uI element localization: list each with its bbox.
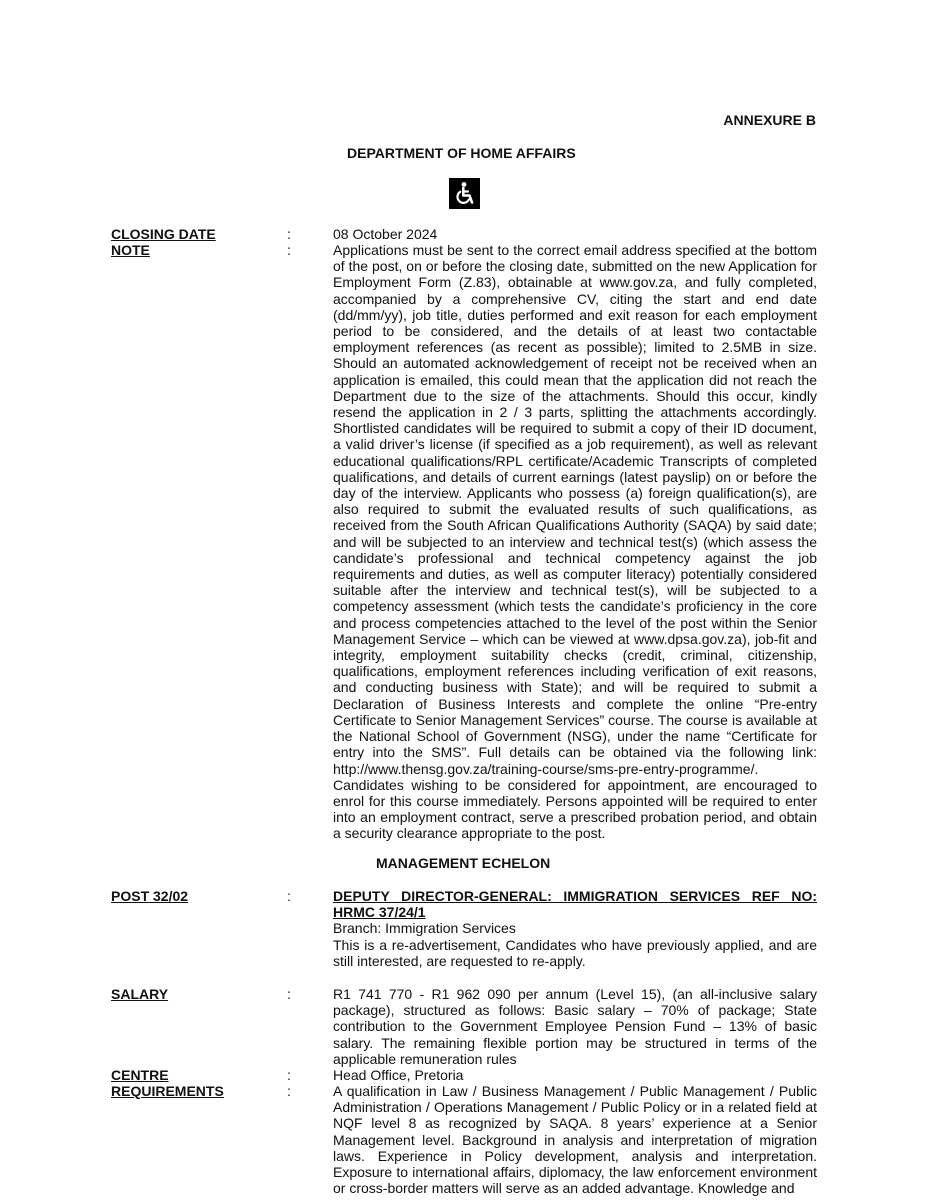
salary-colon: : xyxy=(287,986,291,1002)
post-colon: : xyxy=(287,888,291,904)
department-title: DEPARTMENT OF HOME AFFAIRS xyxy=(347,145,576,161)
closing-date-row xyxy=(111,226,817,242)
closing-date-value: 08 October 2024 xyxy=(333,226,438,242)
post-branch: Branch: Immigration Services xyxy=(333,920,516,937)
closing-date-label: CLOSING DATE xyxy=(111,226,216,242)
note-row xyxy=(111,242,817,842)
requirements-label: REQUIREMENTS xyxy=(111,1083,224,1099)
salary-row xyxy=(111,986,817,1067)
requirements-row xyxy=(111,1083,817,1196)
note-label: NOTE xyxy=(111,242,150,258)
post-details xyxy=(333,888,817,969)
salary-value: R1 741 770 - R1 962 090 per annum (Level 15), (an all-inclusive salary package), structured as follows: Basic salary – 70% of package; State contribution to the Government Employee Pension Fund – 13% of basic salary. The remaining flexible portion may be structured in terms of the applicable remuneration rules xyxy=(333,986,817,1067)
post-row xyxy=(111,888,817,969)
wheelchair-icon xyxy=(449,178,480,209)
post-readvertisement-note: This is a re-advertisement, Candidates who have previously applied, and are still interested, are requested to re-apply. xyxy=(333,936,817,969)
note-paragraph-1: Applications must be sent to the correct email address specified at the bottom of the post, on or before the closing date, submitted on the new Application for Employment Form (Z.83), obtainable at www.gov.za, and fully completed, accompanied by a comprehensive CV, citing the start and end date (dd/mm/yy), job title, duties performed and exit reason for each employment period to be considered, and the details of at least two contactable employment references (as recent as possible); limited to 2.5MB in size. Should an automated acknowledgement of receipt not be received when an application is emailed, this could mean that the application did not reach the Department due to the size of the attachments. Should this occur, kindly resend the application in 2 / 3 parts, splitting the attachments accordingly. Shortlisted candidates will be required to submit a copy of their ID document, a valid driver’s license (if specified as a job requirement), as well as relevant educational qualifications/RPL certificate/Academic Transcripts of completed qualifications, and details of current earnings (latest payslip) on or before the day of the interview. Applicants who possess (a) foreign qualification(s), are also required to submit the evaluated results of such qualifications, as received from the South African Qualifications Authority (SAQA) by said date; and will be subjected to an interview and technical test(s) (which assess the candidate’s professional and technical competency against the job requirements and duties, as well as computer literacy) potentially considered suitable after the interview and technical test(s), will be subjected to a competency assessment (which tests the candidate’s proficiency in the core and process competencies attached to the level of the post within the Senior Management Service – which can be viewed at www.dpsa.gov.za), job-fit and integrity, employment suitability checks (credit, criminal, citizenship, qualifications, employment references including verification of exit reasons, and conducting business with State); and will be required to submit a Declaration of Business Interests and complete the online “Pre-entry Certificate to Senior Management Services” course. The course is available at the National School of Government (NSG), under the name “Certificate for entry into the SMS”. Full details can be obtained via the following link: http://www.thensg.gov.za/training-course/sms-pre-entry-programme/. xyxy=(333,242,817,777)
centre-colon: : xyxy=(287,1067,291,1083)
centre-value: Head Office, Pretoria xyxy=(333,1067,464,1083)
post-title: DEPUTY DIRECTOR-GENERAL: IMMIGRATION SERVICES REF NO: HRMC 37/24/1 xyxy=(333,888,817,921)
centre-label: CENTRE xyxy=(111,1067,169,1083)
closing-date-colon: : xyxy=(287,226,291,242)
note-text xyxy=(333,242,817,842)
wheelchair-icon-graphic xyxy=(449,178,480,209)
note-paragraph-2: Candidates wishing to be considered for appointment, are encouraged to enrol for this course immediately. Persons appointed will be required to enter into an employment contract, serve a prescribed probation period, and obtain a security clearance appropriate to the post. xyxy=(333,776,817,842)
centre-row xyxy=(111,1067,817,1083)
management-echelon-heading: MANAGEMENT ECHELON xyxy=(376,855,551,871)
post-label: POST 32/02 xyxy=(111,888,189,904)
annexure-heading: ANNEXURE B xyxy=(723,112,816,128)
salary-label: SALARY xyxy=(111,986,169,1002)
note-colon: : xyxy=(287,242,291,258)
requirements-colon: : xyxy=(287,1083,291,1099)
requirements-value: A qualification in Law / Business Management / Public Management / Public Administration / Operations Management / Public Policy or in a related field at NQF level 8 as recognized by SAQA. 8 years’ experience at a Senior Management level. Background in analysis and interpretation of migration laws. Experience in Policy development, analysis and interpretation. Exposure to international affairs, diplomacy, the law enforcement environment or cross-border matters will serve as an added advantage. Knowledge and xyxy=(333,1083,817,1197)
